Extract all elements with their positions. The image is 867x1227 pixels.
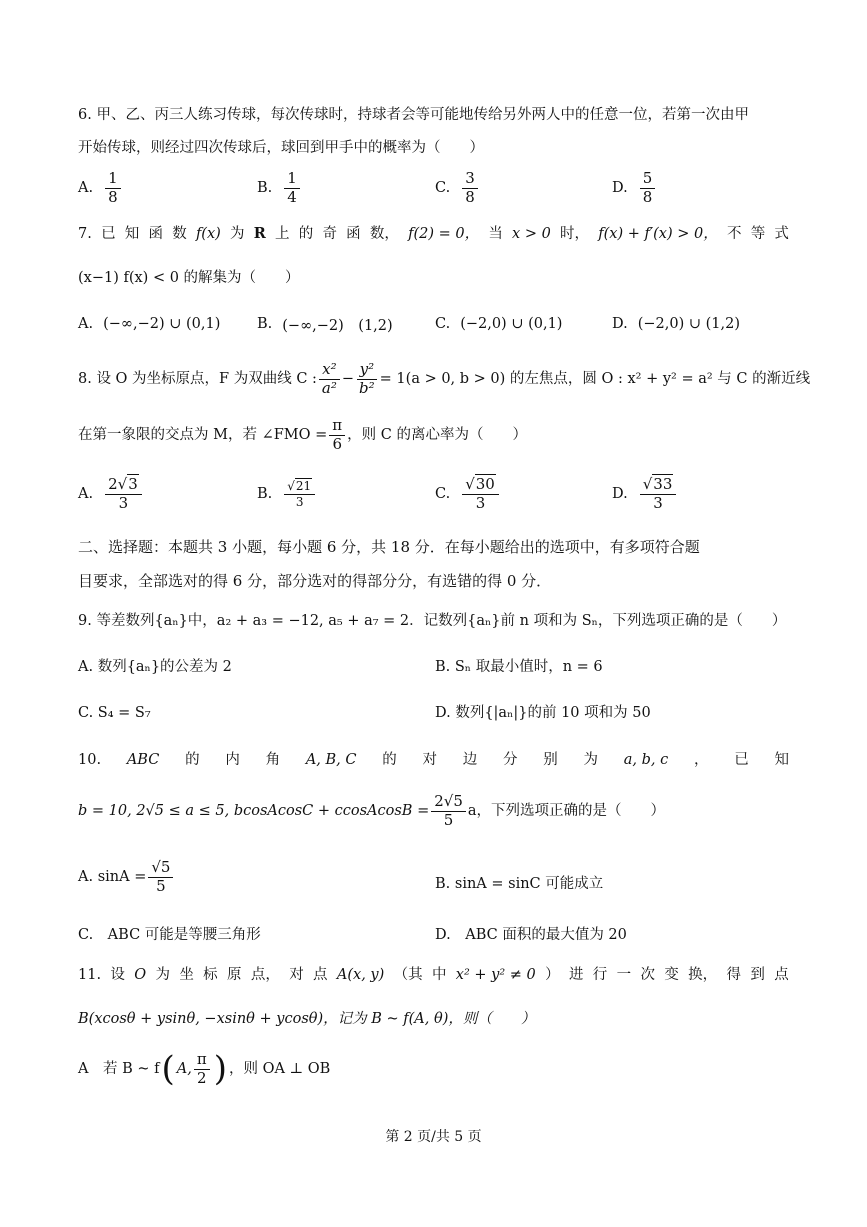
- left-paren: (: [161, 1049, 175, 1090]
- text-segment: A 若 B ~ f: [78, 1061, 160, 1077]
- q10-option-b: B. sinA = sinC 可能成立: [435, 876, 604, 892]
- text-segment: 不: [726, 226, 742, 242]
- text-segment: b = 10, 2√5 ≤ a ≤ 5, bcosAcosC + ccosAcosB =: [78, 803, 430, 819]
- numerator: y²: [357, 362, 378, 380]
- denominator: 3: [295, 494, 304, 509]
- text-segment: 别: [543, 752, 558, 768]
- text-segment: A,: [176, 1061, 192, 1077]
- option-label: C.: [435, 486, 451, 502]
- q9-option-b: B. Sₙ 取最小值时，n = 6: [435, 659, 603, 675]
- fraction: [431, 794, 466, 829]
- text-segment: a, b, c: [623, 752, 669, 768]
- numerator: π: [194, 1052, 210, 1070]
- denominator: 3: [118, 493, 129, 512]
- denominator: 5: [156, 876, 166, 895]
- text-segment: x > 0: [512, 226, 551, 242]
- section-heading-line2: 目要求，全部选对的得 6 分，部分选对的得部分分，有选错的得 0 分．: [78, 572, 552, 590]
- text-segment: 设: [110, 967, 125, 983]
- q7-option-d: [612, 302, 740, 346]
- fraction: [319, 362, 340, 397]
- q6-option-a: [78, 166, 123, 210]
- q8-option-a: [78, 472, 144, 516]
- text-segment: = 1(a > 0, b > 0) 的左焦点，圆 O : x² + y² = a² 与 C 的渐近线: [379, 371, 811, 387]
- q6-line2: 开始传球，则经过四次传球后，球回到甲手中的概率为（ ）: [78, 140, 484, 156]
- q9-option-d: D. 数列{|aₙ|}的前 10 项和为 50: [435, 705, 651, 721]
- radicand: 33: [653, 474, 673, 493]
- denominator: 3: [475, 493, 486, 512]
- text-segment: 知: [124, 226, 140, 242]
- text-segment: 边: [462, 752, 478, 768]
- text-segment: 在第一象限的交点为 M，若 ∠FMO =: [78, 427, 328, 443]
- radicand: 30: [475, 474, 495, 493]
- text-segment: 等: [750, 226, 766, 242]
- denominator: a²: [321, 378, 337, 397]
- text-segment: A, B, C: [305, 752, 357, 768]
- text-segment: 时，: [560, 226, 590, 242]
- fraction: [462, 474, 499, 512]
- text-segment: x² + y² ≠ 0: [455, 967, 536, 983]
- numerator: 1: [105, 171, 121, 189]
- q11-option-a: [78, 1049, 331, 1090]
- text-segment: 到: [750, 967, 765, 983]
- text-segment: 上: [275, 226, 290, 242]
- denominator: 4: [287, 187, 297, 206]
- option-label: C.: [435, 316, 451, 332]
- q7-options: [78, 302, 790, 346]
- option-label: C.: [435, 180, 451, 196]
- text-segment: ABC: [126, 752, 160, 768]
- q9-line1: 9. 等差数列{aₙ}中，a₂ + a₃ = −12, a₅ + a₇ = 2．记数列{aₙ}前 n 项和为 Sₙ，下列选项正确的是（ ）: [78, 613, 787, 629]
- text-segment: （其: [393, 967, 423, 983]
- numerator: π: [329, 418, 345, 436]
- denominator: 5: [443, 810, 454, 829]
- text-segment: 对: [422, 752, 437, 768]
- option-label: B.: [257, 486, 273, 502]
- text-segment: A(x, y): [336, 967, 385, 983]
- text-segment: 11.: [78, 967, 102, 983]
- text-segment: 次: [640, 967, 655, 983]
- text-segment: R: [253, 225, 266, 242]
- numerator: 3: [462, 171, 478, 189]
- fraction: [329, 418, 345, 453]
- q7-option-b: [257, 302, 393, 346]
- option-label: A.: [78, 486, 94, 502]
- text-segment: ）: [545, 967, 560, 983]
- numerator: √30: [462, 477, 499, 495]
- text-segment: 进: [568, 967, 584, 983]
- text-segment: 为: [155, 967, 170, 983]
- text-segment: 函: [148, 226, 163, 242]
- text-segment: 变: [664, 967, 679, 983]
- fraction: [148, 860, 173, 895]
- option-text: (−∞,−2) (1,2): [282, 317, 393, 334]
- fraction: [462, 168, 478, 206]
- text-segment: 标: [203, 967, 218, 983]
- q9-option-a: A. 数列{aₙ}的公差为 2: [78, 659, 232, 675]
- q6-line1: 6. 甲、乙、丙三人练习传球，每次传球时，持球者会等可能地传给另外两人中的任意一位，若第一次由甲: [78, 107, 749, 123]
- text-segment: 点，: [250, 967, 280, 983]
- option-label: B.: [257, 180, 273, 196]
- text-segment: 为: [230, 226, 245, 242]
- text-segment: 角: [265, 752, 281, 768]
- text-segment: ，: [693, 752, 709, 768]
- page-footer: 第 2 页/共 5 页: [385, 1129, 482, 1145]
- q6-options: [78, 166, 790, 210]
- text-segment: 原: [227, 967, 242, 983]
- text-segment: 行: [592, 967, 608, 983]
- option-label: D.: [612, 316, 628, 332]
- text-segment: 函: [346, 226, 361, 242]
- text-segment: 的: [185, 752, 200, 768]
- q7-option-c: [435, 302, 562, 346]
- text-segment: 内: [225, 752, 240, 768]
- q8-option-d: [612, 472, 678, 516]
- text-segment: A. sinA =: [78, 869, 147, 885]
- text-segment: ，则 OA ⊥ OB: [228, 1061, 331, 1077]
- text-segment: 7.: [78, 226, 92, 242]
- q7-line1: [78, 227, 789, 242]
- text-segment: 点: [313, 967, 328, 983]
- text-segment: 换，: [688, 967, 718, 983]
- denominator: 8: [642, 187, 653, 206]
- numerator: 5: [640, 171, 656, 189]
- text-segment: O: [134, 967, 147, 983]
- q8-line1: [78, 362, 810, 397]
- radicand: 21: [295, 478, 312, 493]
- numerator: √33: [640, 477, 677, 495]
- text-segment: 式: [774, 226, 789, 242]
- numerator: 2√3: [105, 477, 142, 495]
- q10-line1: [78, 753, 789, 768]
- text-segment: ，则 C 的离心率为（ ）: [347, 427, 527, 443]
- fraction: [356, 362, 378, 397]
- fraction: [194, 1052, 210, 1087]
- fraction: [105, 474, 142, 512]
- radicand: 3: [128, 474, 138, 493]
- section-heading-line1: 二、选择题：本题共 3 小题，每小题 6 分，共 18 分．在每小题给出的选项中，有多项符合题: [78, 538, 700, 556]
- numerator: 2√5: [431, 794, 466, 812]
- q8-options: [78, 472, 790, 516]
- denominator: 8: [465, 187, 475, 206]
- fraction: [284, 168, 300, 206]
- option-label: B.: [257, 316, 273, 332]
- fraction: [284, 480, 315, 508]
- q7-line2: (x−1) f(x) < 0 的解集为（ ）: [78, 270, 300, 286]
- text-segment: f(x) + f′(x) > 0，: [598, 226, 718, 242]
- text-segment: 的: [298, 226, 314, 242]
- text-segment: 已: [101, 226, 116, 242]
- fraction: [640, 168, 656, 206]
- fraction: [105, 168, 121, 206]
- option-text: (−2,0) ∪ (0,1): [460, 316, 563, 332]
- denominator: 3: [653, 493, 663, 512]
- numerator: 1: [284, 171, 300, 189]
- text-segment: 数，: [369, 226, 399, 242]
- denominator: b²: [359, 378, 375, 397]
- q8-option-b: [257, 472, 317, 516]
- denominator: 8: [108, 187, 118, 206]
- text-segment: 的: [382, 752, 397, 768]
- q8-option-c: [435, 472, 501, 516]
- q10-line2: [78, 794, 665, 829]
- option-label: A.: [78, 316, 94, 332]
- text-segment: f(2) = 0，: [408, 226, 480, 242]
- text-segment: a，下列选项正确的是（ ）: [467, 803, 666, 819]
- text-segment: 知: [774, 752, 789, 768]
- text-segment: 10.: [78, 752, 102, 768]
- option-text: (−2,0) ∪ (1,2): [637, 316, 740, 332]
- text-segment: 当: [488, 226, 503, 242]
- q10-option-c: C. ABC 可能是等腰三角形: [78, 927, 261, 943]
- text-segment: 数: [172, 226, 187, 242]
- denominator: 2: [197, 1068, 207, 1087]
- q10-option-a: [78, 860, 175, 895]
- q11-line2: B(xcosθ + ysinθ, −xsinθ + ycosθ)，记为 B ~ f(A, θ)，则（ ）: [78, 1011, 536, 1027]
- q6-option-d: [612, 166, 657, 210]
- text-segment: 8. 设 O 为坐标原点，F 为双曲线 C :: [78, 371, 317, 387]
- option-label: D.: [612, 486, 628, 502]
- text-segment: 分: [502, 752, 518, 768]
- text-segment: 得: [726, 967, 742, 983]
- text-segment: −: [341, 371, 355, 387]
- right-paren: ): [213, 1049, 227, 1090]
- text-segment: 奇: [322, 226, 337, 242]
- numerator: √5: [148, 860, 173, 878]
- denominator: 6: [332, 434, 342, 453]
- q7-option-a: [78, 302, 220, 346]
- q10-option-d: D. ABC 面积的最大值为 20: [435, 927, 627, 943]
- option-label: A.: [78, 180, 94, 196]
- text-segment: f(x): [195, 226, 221, 242]
- text-segment: 坐: [179, 967, 194, 983]
- q11-line1: [78, 968, 789, 983]
- text-segment: 中: [431, 967, 447, 983]
- fraction: [640, 474, 677, 512]
- q6-option-c: [435, 166, 480, 210]
- text-segment: 点: [774, 967, 789, 983]
- q8-line2: [78, 418, 527, 453]
- text-segment: 对: [289, 967, 304, 983]
- q9-option-c: C. S₄ = S₇: [78, 705, 151, 721]
- option-text: (−∞,−2) ∪ (0,1): [103, 316, 221, 332]
- option-label: D.: [612, 180, 628, 196]
- numerator: √21: [284, 480, 315, 495]
- text-segment: 已: [734, 752, 749, 768]
- text-segment: 为: [583, 752, 598, 768]
- coefficient: 2: [108, 474, 118, 493]
- numerator: x²: [319, 362, 339, 380]
- q6-option-b: [257, 166, 302, 210]
- text-segment: 一: [616, 967, 632, 983]
